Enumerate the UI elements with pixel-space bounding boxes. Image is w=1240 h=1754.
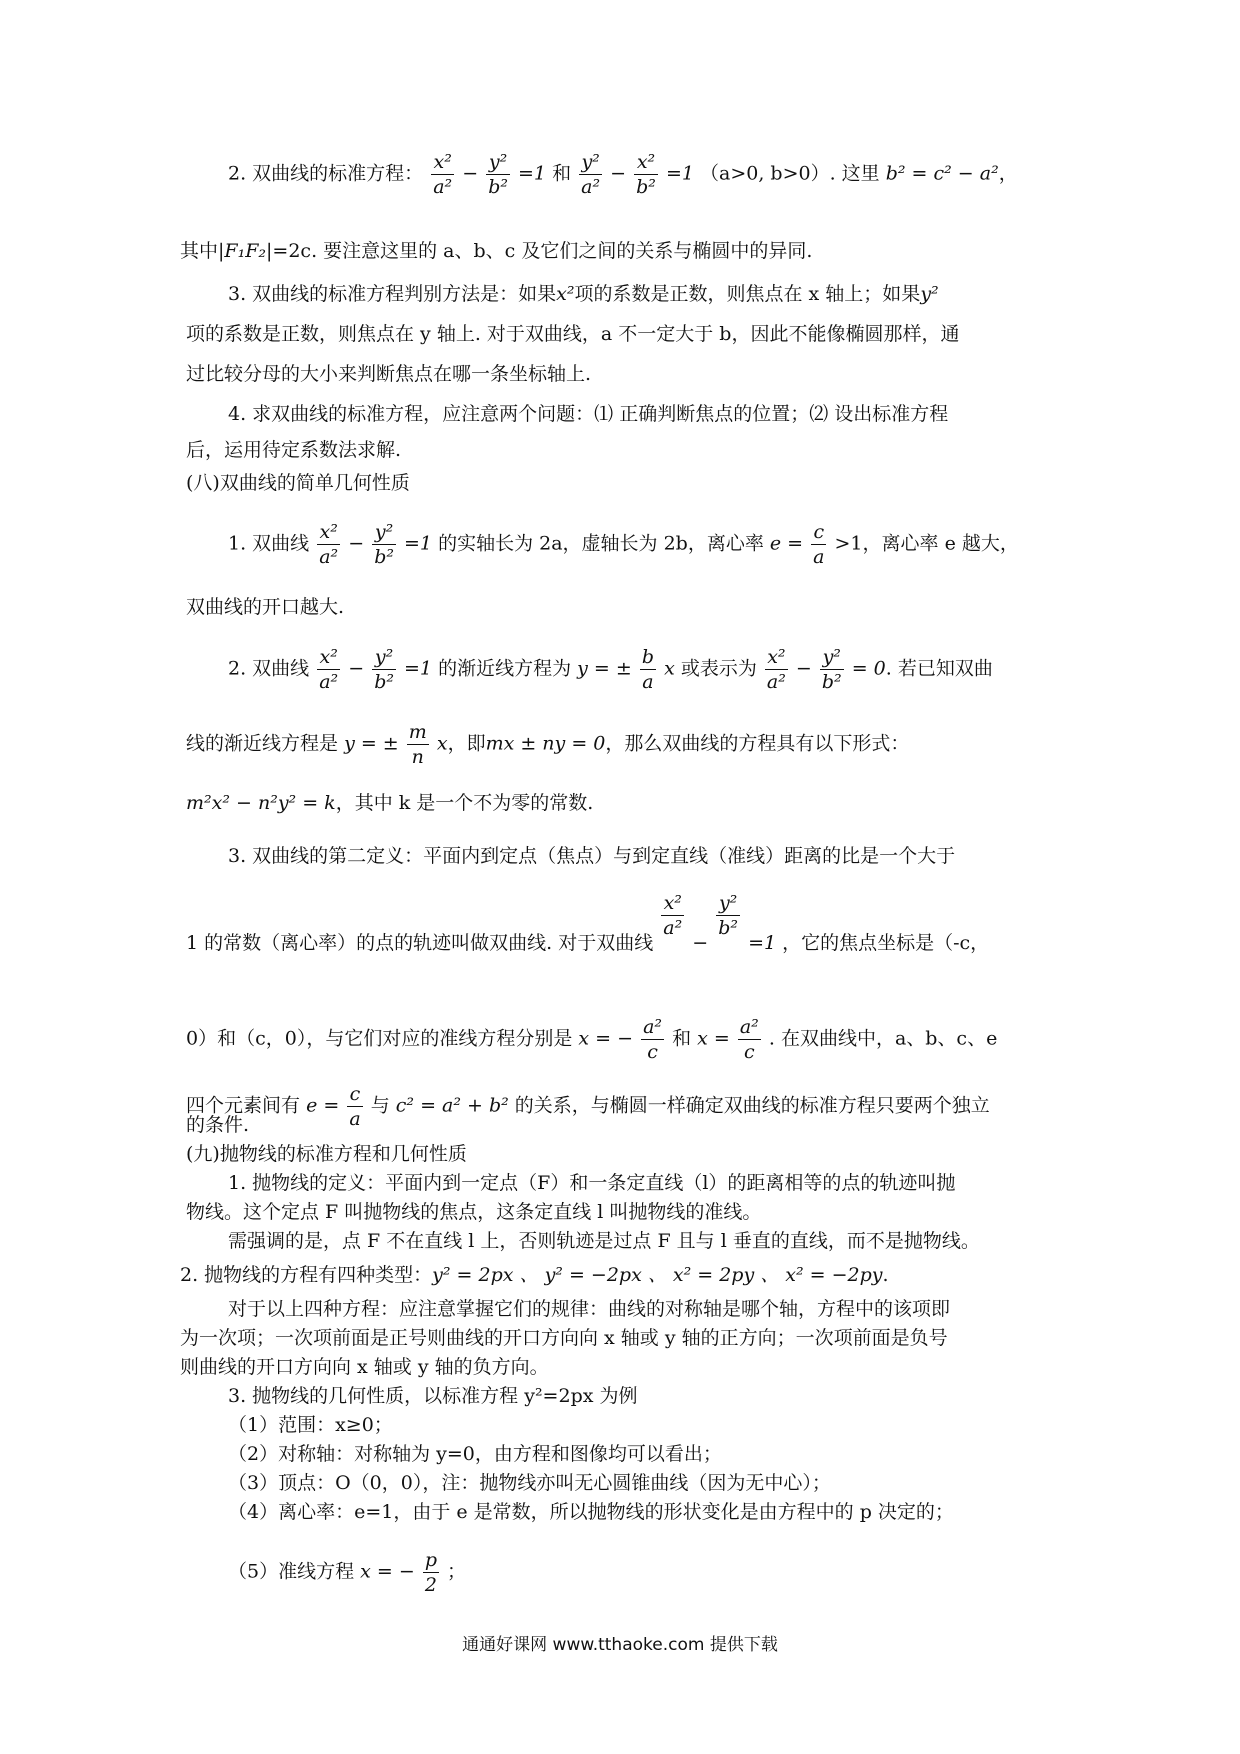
fraction-b-a: [640, 645, 656, 694]
text: 3. 双曲线的第二定义：平面内到定点（焦点）与到定直线（准线）距离的比是一个大于: [228, 845, 956, 867]
text: ；: [447, 1560, 467, 1583]
text: 与: [370, 1094, 390, 1117]
text: 对于以上四种方程：应注意掌握它们的规律：曲线的对称轴是哪个轴，方程中的该项即: [228, 1298, 951, 1320]
text: 1 的常数（离心率）的点的轨迹叫做双曲线. 对于双曲线: [186, 932, 654, 954]
para-four-elements-end: [0, 1112, 1240, 1138]
fraction-p-2: [423, 1548, 439, 1597]
list-item-vertex: [0, 1470, 1240, 1496]
text: 2. 抛物线的方程有四种类型：: [180, 1264, 433, 1286]
para-rules-2: [0, 1325, 1240, 1351]
y-plus-minus: y = ±: [577, 657, 632, 680]
y2-term: y²: [920, 283, 939, 305]
minus-sign: −: [795, 657, 812, 680]
fraction-y2-a2: [579, 150, 602, 199]
para-f1f2-line: [0, 238, 1240, 264]
footer-source: 通通好课网 www.tthaoke.com 提供下载: [462, 1635, 778, 1655]
parabola-equations: y² = 2px 、 y² = −2px 、 x² = 2py 、 x² = −2py: [432, 1264, 883, 1286]
text: 的条件.: [186, 1114, 250, 1136]
numerator: x²: [661, 891, 684, 916]
text: 1. 抛物线的定义：平面内到一定点（F）和一条定直线（l）的距离相等的点的轨迹叫抛: [228, 1172, 956, 1194]
para-parabola-types: [0, 1262, 1240, 1288]
para-find-equation-1: [0, 401, 1240, 427]
e-equals: e =: [306, 1094, 340, 1117]
fraction-x2-a2: [317, 645, 340, 694]
text: ，它的焦点坐标是（-c，: [782, 932, 990, 954]
heading-section-8: [0, 470, 1240, 496]
fraction-m-n: [407, 720, 429, 769]
numerator: c: [811, 520, 826, 545]
text: 双曲线的开口越大.: [186, 596, 345, 618]
para-judge-method-2: [0, 321, 1240, 347]
equals-zero: = 0: [851, 657, 886, 680]
text: 项的系数是正数，则焦点在 y 轴上. 对于双曲线，a 不一定大于 b，因此不能像椭圆那样，通: [186, 323, 960, 345]
text-condition: （a>0, b>0）. 这里: [700, 162, 880, 185]
numerator: y²: [820, 645, 844, 670]
minus-sign: −: [348, 657, 365, 680]
text: ，其中 k 是一个不为零的常数.: [335, 792, 594, 814]
fraction-x2-b2: [634, 150, 658, 199]
para-properties-intro: [0, 1383, 1240, 1409]
text-2c: |=2c. 要注意这里的 a、b、c 及它们之间的关系与椭圆中的异同.: [266, 240, 813, 262]
general-form-eq: m²x² − n²y² = k: [186, 792, 336, 814]
e-equals: e =: [769, 532, 804, 555]
x-minus: x = −: [360, 1560, 415, 1583]
text: 3. 抛物线的几何性质，以标准方程 y²=2px 为例: [228, 1385, 638, 1407]
para-property-2: [0, 645, 1240, 694]
para-judge-method-3: [0, 361, 1240, 387]
fraction-a2-c: [641, 1015, 664, 1064]
para-general-form: [0, 790, 1240, 816]
text: 线的渐近线方程是: [186, 732, 339, 755]
text-and: 和: [672, 1027, 692, 1050]
fraction-x2-a2: [661, 891, 684, 940]
denominator: a²: [766, 671, 786, 693]
text: ，那么双曲线的方程具有以下形式：: [605, 732, 910, 755]
para-parabola-note: [0, 1228, 1240, 1254]
x-var: x: [664, 657, 675, 680]
text: （1）范围：x≥0；: [228, 1414, 393, 1436]
numerator: x²: [317, 520, 340, 545]
para-find-equation-2: [0, 437, 1240, 463]
asymptote-eq: mx ± ny = 0: [485, 732, 606, 755]
text: 后，运用待定系数法求解.: [186, 439, 402, 461]
fraction-y2-b2: [820, 645, 844, 694]
x-minus: x = −: [578, 1027, 634, 1050]
para-property-1-cont: [0, 594, 1240, 620]
text: （2）对称轴：对称轴为 y=0，由方程和图像均可以看出；: [228, 1443, 722, 1465]
list-item-eccentricity: [0, 1499, 1240, 1525]
minus-sign: −: [348, 532, 365, 555]
denominator: a: [642, 671, 654, 693]
text: 需强调的是，点 F 不在直线 l 上，否则轨迹是过点 F 且与 l 垂直的直线，而不是抛物线。: [228, 1230, 980, 1252]
para-directrix: [0, 1015, 1240, 1064]
text: 的关系，与椭圆一样确定双曲线的标准方程只要两个独立: [514, 1094, 990, 1117]
para-judge-method-1: [0, 281, 1240, 307]
numerator: m: [408, 721, 427, 743]
heading-text: (八)双曲线的简单几何性质: [186, 472, 410, 494]
equals-one: =1: [404, 532, 433, 555]
para-asymptote-line: [0, 720, 1240, 769]
text-qizhong: 其中|: [180, 240, 225, 262]
para-property-1: [0, 520, 1240, 569]
text: （5）准线方程: [228, 1560, 355, 1583]
denominator: a²: [663, 916, 683, 939]
denominator: b²: [374, 546, 394, 568]
denominator: b²: [821, 671, 842, 693]
numerator: y²: [579, 150, 602, 175]
text: 或表示为: [680, 657, 757, 680]
text: . 在双曲线中，a、b、c、e: [768, 1027, 998, 1050]
x2-term: x²: [556, 283, 575, 305]
fraction-y2-b2: [716, 891, 740, 940]
text: 的渐近线方程为: [438, 657, 572, 680]
text: 过比较分母的大小来判断焦点在哪一条坐标轴上.: [186, 363, 592, 385]
minus-sign: −: [692, 932, 709, 954]
numerator: b: [641, 646, 655, 668]
denominator: 2: [424, 1574, 437, 1596]
denominator: n: [411, 746, 424, 768]
numerator: a²: [739, 1016, 759, 1038]
denominator: a²: [319, 671, 339, 693]
text: 项的系数是正数，则焦点在 x 轴上；如果: [574, 283, 921, 305]
numerator: x²: [317, 645, 340, 670]
numerator: y²: [372, 645, 396, 670]
text-and: 和: [552, 162, 572, 185]
fraction-y2-b2: [486, 150, 510, 199]
list-item-directrix: [0, 1548, 1240, 1597]
text: 为一次项；一次项前面是正号则曲线的开口方向向 x 轴或 y 轴的正方向；一次项前面是负号: [180, 1327, 948, 1349]
numerator: p: [424, 1549, 437, 1571]
denominator: a²: [319, 546, 339, 568]
denominator: a²: [581, 176, 601, 198]
para-parabola-def-1: [0, 1170, 1240, 1196]
fraction-x2-a2: [317, 520, 340, 569]
text: . 若已知双曲: [885, 657, 993, 680]
numerator: x²: [634, 150, 658, 175]
denominator: b²: [718, 916, 739, 939]
heading-section-9: [0, 1141, 1240, 1167]
para-rules-3: [0, 1354, 1240, 1380]
equals-one: =1: [404, 657, 433, 680]
comma: ，: [998, 162, 1018, 185]
fraction-x2-a2: [765, 645, 788, 694]
numerator: y²: [716, 891, 740, 916]
f1f2-symbol: F₁F₂: [224, 240, 267, 262]
numerator: y²: [372, 520, 396, 545]
list-item-symmetry: [0, 1441, 1240, 1467]
equals-one: =1: [665, 162, 694, 185]
numerator: c: [347, 1082, 362, 1107]
numerator: x²: [765, 645, 788, 670]
text: 则曲线的开口方向向 x 轴或 y 轴的负方向。: [180, 1356, 549, 1378]
list-item-range: [0, 1412, 1240, 1438]
denominator: c: [647, 1041, 658, 1063]
denominator: a²: [433, 176, 453, 198]
para-second-def-2: [0, 891, 1240, 956]
y-plus-minus: y = ±: [344, 732, 399, 755]
equals-one: =1: [518, 162, 547, 185]
minus-sign: −: [462, 162, 479, 185]
fraction-y2-b2: [372, 520, 396, 569]
denominator: b²: [488, 176, 508, 198]
denominator: b²: [636, 176, 656, 198]
text: （4）离心率：e=1，由于 e 是常数，所以抛物线的形状变化是由方程中的 p 决定的；: [228, 1501, 954, 1523]
para-parabola-def-2: [0, 1199, 1240, 1225]
text: ，即: [447, 732, 486, 755]
fraction-y2-b2: [372, 645, 396, 694]
x-var: x: [436, 732, 448, 755]
x-equals: x =: [697, 1027, 730, 1050]
para-rules-1: [0, 1296, 1240, 1322]
equals-one: =1: [748, 932, 777, 954]
heading-text: (九)抛物线的标准方程和几何性质: [186, 1143, 467, 1165]
numerator: y²: [486, 150, 510, 175]
minus-sign: −: [610, 162, 627, 185]
denominator: b²: [374, 671, 394, 693]
text: 四个元素间有: [186, 1094, 301, 1117]
numerator: a²: [643, 1016, 663, 1038]
text: 2. 双曲线: [228, 657, 310, 680]
relation-c2: c² = a² + b²: [395, 1094, 509, 1117]
text: 物线。这个定点 F 叫抛物线的焦点，这条定直线 l 叫抛物线的准线。: [186, 1201, 762, 1223]
para-hyperbola-standard-eq: [0, 150, 1240, 199]
text: .: [882, 1264, 889, 1286]
fraction-x2-a2: [431, 150, 454, 199]
text-prefix: 2. 双曲线的标准方程：: [228, 162, 424, 185]
para-second-def-1: [0, 843, 1240, 869]
fraction-c-a: [811, 520, 826, 569]
fraction-a2-c: [738, 1015, 761, 1064]
numerator: x²: [431, 150, 454, 175]
text: （3）顶点：O（0，0），注：抛物线亦叫无心圆锥曲线（因为无中心）；: [228, 1472, 831, 1494]
text: 1. 双曲线: [228, 532, 310, 555]
relation-b2: b² = c² − a²: [885, 162, 999, 185]
text: >1，离心率 e 越大，: [834, 532, 1019, 555]
text: 3. 双曲线的标准方程判别方法是：如果: [228, 283, 557, 305]
denominator: a: [349, 1108, 361, 1130]
denominator: c: [744, 1041, 755, 1063]
text: 4. 求双曲线的标准方程，应注意两个问题：⑴ 正确判断焦点的位置；⑵ 设出标准方程: [228, 403, 949, 425]
text: 的实轴长为 2a，虚轴长为 2b，离心率: [438, 532, 764, 555]
denominator: a: [813, 546, 825, 568]
text: 0）和（c，0），与它们对应的准线方程分别是: [186, 1027, 573, 1050]
